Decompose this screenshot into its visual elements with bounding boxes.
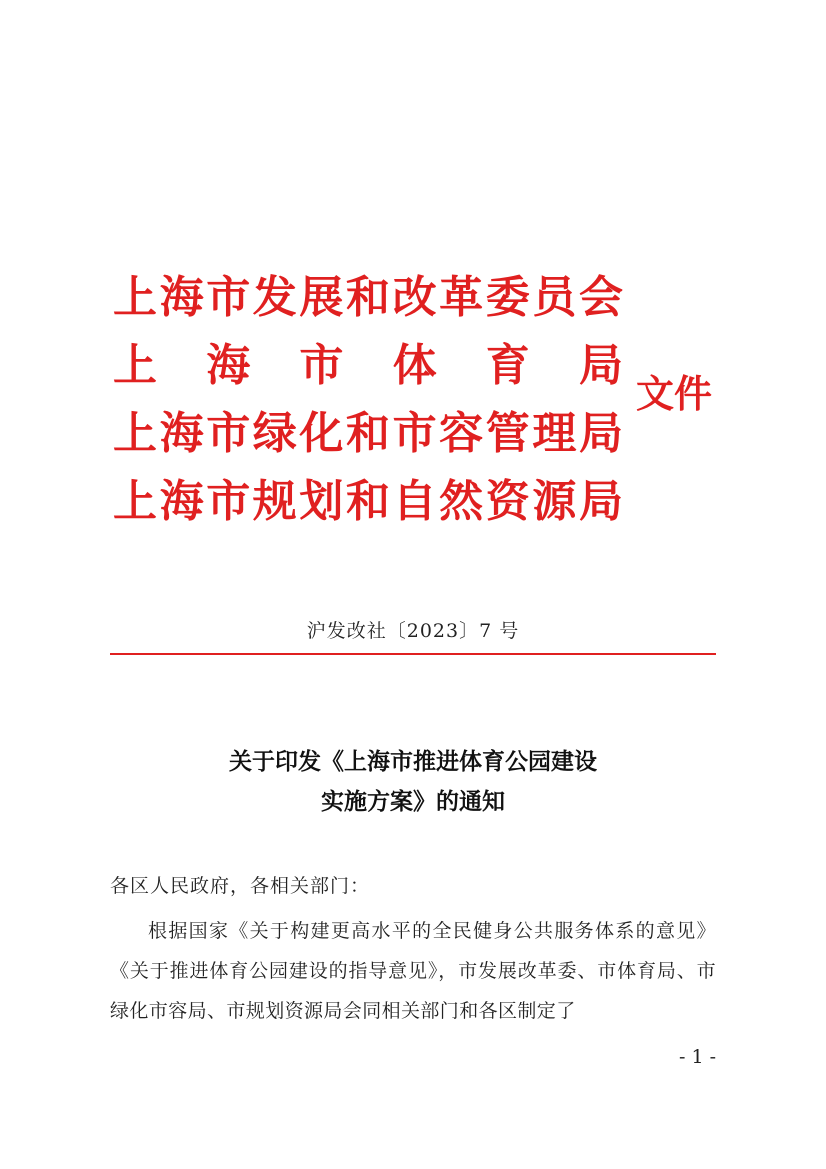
- issuer-char: 和: [345, 476, 390, 527]
- issuer-char: 革: [439, 272, 484, 323]
- issuer-char: 市: [206, 272, 251, 323]
- issuer-char: 容: [439, 408, 484, 459]
- issuer-char: 管: [485, 408, 530, 459]
- issuer-char: 自: [392, 476, 437, 527]
- notice-title-line-1: 关于印发《上海市推进体育公园建设: [229, 748, 597, 775]
- issuer-char: 然: [439, 476, 484, 527]
- issuer-char: 市: [392, 408, 437, 459]
- issuer-char: 局: [578, 340, 623, 391]
- issuer-char: 上: [113, 408, 157, 459]
- red-divider: [110, 653, 716, 655]
- issuer-line-2: [113, 334, 623, 398]
- issuer-char: 海: [159, 476, 204, 527]
- issuer-char: 规: [252, 476, 297, 527]
- issuer-char: 上: [113, 272, 157, 323]
- body-paragraph: 根据国家《关于构建更高水平的全民健身公共服务体系的意见》《关于推进体育公园建设的指导意见》，市发展改革委、市体育局、市绿化市容局、市规划资源局会同相关部门和各区制定了: [110, 920, 716, 1022]
- document-number: 沪发改社〔2023〕7 号: [306, 620, 520, 642]
- issuer-char: 理: [532, 408, 577, 459]
- notice-title: [0, 742, 826, 822]
- issuer-char: 源: [532, 476, 577, 527]
- issuer-char: 上: [113, 340, 157, 391]
- issuer-line-1: [113, 266, 623, 330]
- issuer-char: 市: [206, 408, 251, 459]
- issuer-char: 市: [206, 476, 251, 527]
- issuer-char: 和: [345, 272, 390, 323]
- issuer-char: 化: [299, 408, 344, 459]
- issuer-char: 海: [159, 272, 204, 323]
- issuer-char: 展: [299, 272, 344, 323]
- salutation: 各区人民政府，各相关部门：: [110, 875, 371, 897]
- issuer-char: 和: [345, 408, 390, 459]
- issuer-char: 划: [299, 476, 344, 527]
- issuer-char: 资: [485, 476, 530, 527]
- issuer-char: 海: [159, 408, 204, 459]
- issuer-line-3: [113, 402, 623, 466]
- issuer-char: 育: [485, 340, 530, 391]
- issuer-char: 会: [578, 272, 623, 323]
- issuer-char: 改: [392, 272, 437, 323]
- issuer-char: 市: [299, 340, 344, 391]
- issuer-char: 委: [485, 272, 530, 323]
- issuer-line-4: [113, 470, 623, 534]
- issuer-char: 员: [532, 272, 577, 323]
- issuer-char: 局: [578, 476, 623, 527]
- document-suffix: 文件: [636, 371, 713, 416]
- issuer-char: 海: [206, 340, 251, 391]
- page-number: - 1 -: [678, 1046, 716, 1068]
- issuer-char: 体: [392, 340, 437, 391]
- issuer-char: 局: [578, 408, 623, 459]
- issuer-char: 发: [252, 272, 297, 323]
- issuer-char: 上: [113, 476, 157, 527]
- issuer-char: 绿: [252, 408, 297, 459]
- notice-title-line-2: 实施方案》的通知: [321, 788, 505, 815]
